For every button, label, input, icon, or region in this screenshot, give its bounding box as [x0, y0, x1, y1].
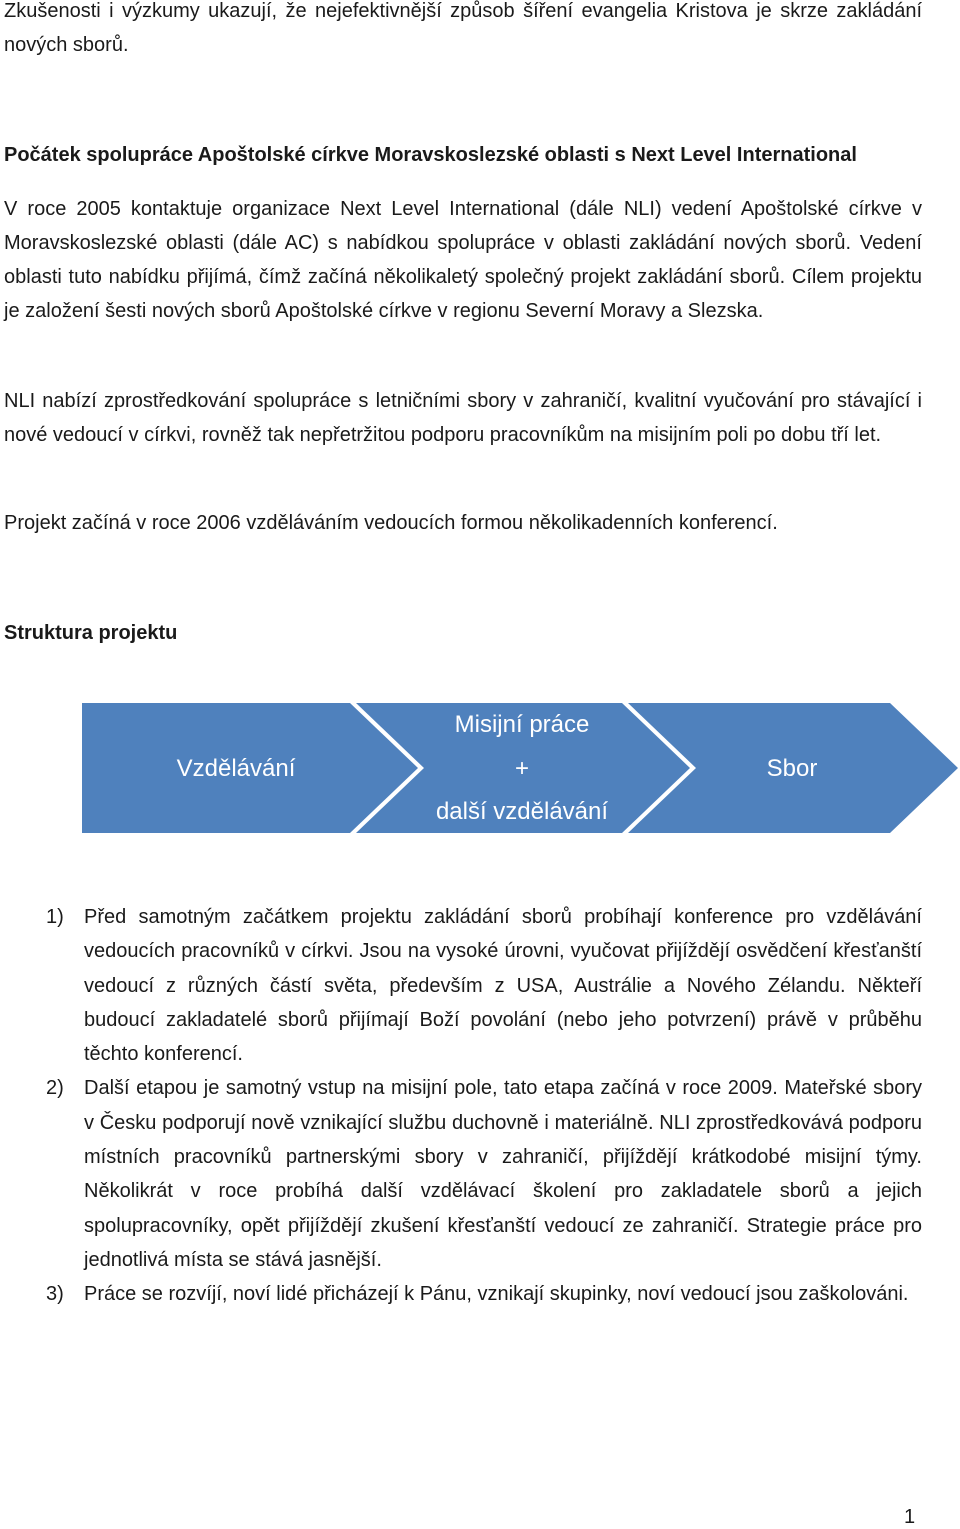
diagram-label-plus: +: [514, 755, 530, 782]
intro-paragraph: Zkušenosti i výzkumy ukazují, že nejefektivnější způsob šíření evangelia Kristova je skrze zakládání nových sborů.: [4, 0, 922, 56]
diagram-label-dalsi-vzdelavani: další vzdělávání: [435, 798, 609, 825]
page-number: 1: [904, 1506, 916, 1528]
paragraph-project-start: Projekt začíná v roce 2006 vzděláváním vedoucích formou několikadenních konferencí.: [4, 512, 778, 534]
list-item-number: 2): [46, 1077, 64, 1100]
list-item: [0, 1071, 922, 1277]
list-item-number: 3): [46, 1283, 64, 1306]
diagram-label-misijni-prace: Misijní práce: [454, 711, 590, 738]
list-item-number: 1): [46, 906, 64, 928]
diagram-label-vzdelavani: Vzdělávání: [176, 755, 296, 782]
list-item-text: Před samotným začátkem projektu zakládání sborů probíhají konference pro vzdělávání vedoucích pracovníků v církvi. Jsou na vysoké úrovni, vyučovat přijíždějí osvědčení křesťanští vedoucí z různých částí světa, především z USA, Austrálie a Nového Zélandu. Někteří budoucí zakladatelé sborů přijímají Boží povolání (nebo jeho potvrzení) právě v průběhu těchto konferencí.: [84, 906, 922, 1066]
process-diagram: [0, 700, 960, 836]
section-heading-structure: Struktura projektu: [4, 622, 178, 644]
paragraph-history: V roce 2005 kontaktuje organizace Next Level International (dále NLI) vedení Apoštolské církve v Moravskoslezské oblasti (dále AC) s nabídkou spolupráce v oblasti zakládání nových sborů. Vedení oblasti tuto nabídku přijímá, čímž začíná několikaletý společný projekt zakládání sborů. Cílem projektu je založení šesti nových sborů Apoštolské církve v regionu Severní Moravy a Slezska.: [4, 198, 922, 322]
paragraph-nli-offer: NLI nabízí zprostředkování spolupráce s letničními sbory v zahraničí, kvalitní vyučování pro stávající i nové vedoucí v církvi, rovněž tak nepřetržitou podporu pracovníkům na misijním poli po dobu tří let.: [4, 390, 922, 446]
section-heading-cooperation: Počátek spolupráce Apoštolské církve Moravskoslezské oblasti s Next Level International: [4, 144, 857, 166]
list-item: [0, 1277, 922, 1311]
project-steps-list: [0, 900, 960, 1312]
list-item: [0, 900, 922, 1071]
list-item-text: Práce se rozvíjí, noví lidé přicházejí k Pánu, vznikají skupinky, noví vedoucí jsou zaškolováni.: [84, 1283, 909, 1306]
diagram-label-sbor: Sbor: [766, 755, 818, 782]
list-item-text: Další etapou je samotný vstup na misijní pole, tato etapa začíná v roce 2009. Mateřské sbory v Česku podporují nově vznikající službu duchovně i materiálně. NLI zprostředkovává podporu místních pracovníků partnerskými sbory v zahraničí, přijíždějí krátkodobé misijní týmy. Několikrát v roce probíhá další vzdělávací školení pro zakladatele sborů a jejich spolupracovníky, opět přijíždějí zkušení křesťanští vedoucí ze zahraničí. Strategie práce pro jednotlivá místa se stává jasnější.: [84, 1077, 922, 1271]
